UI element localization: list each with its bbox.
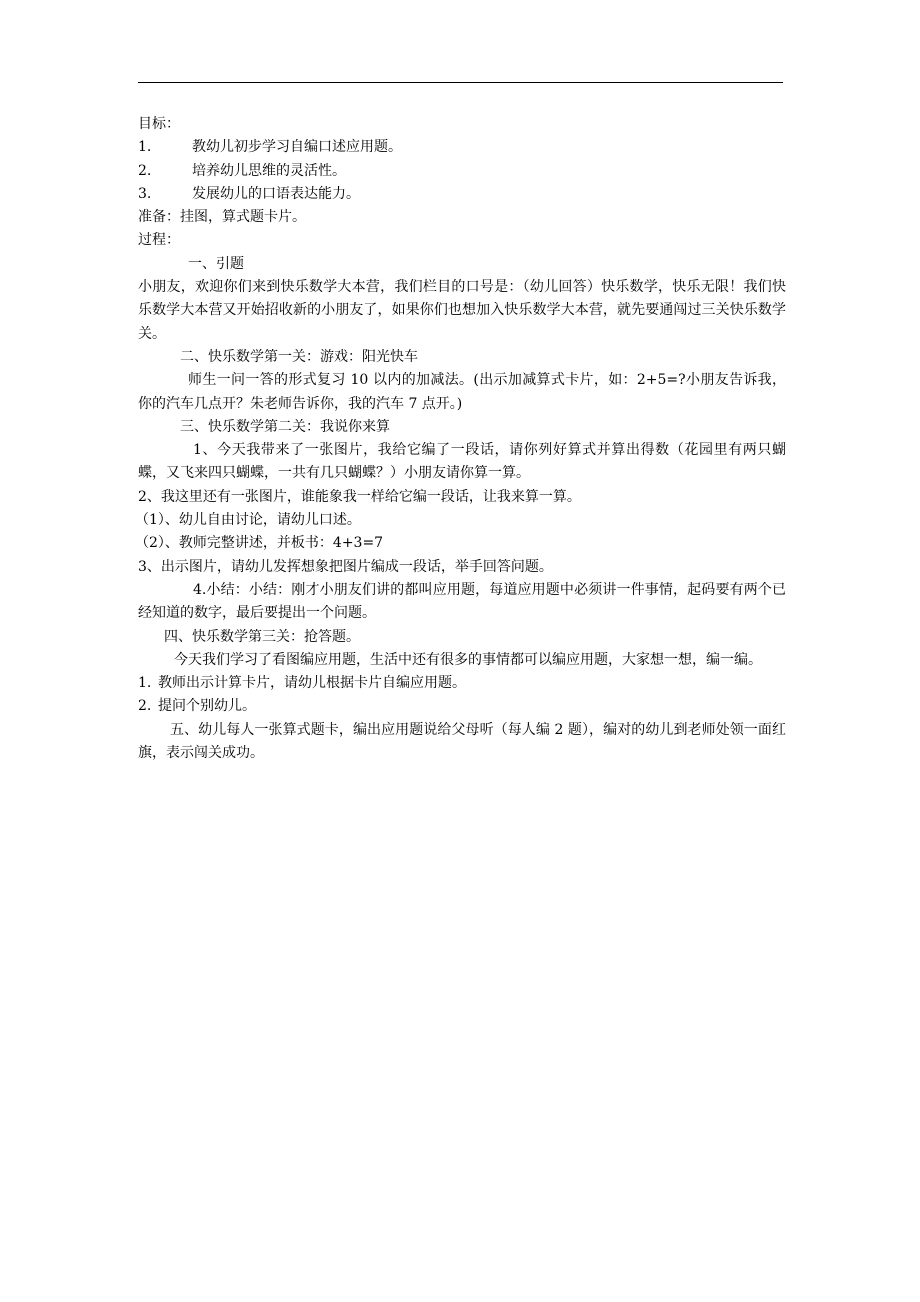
item-number: 2.: [138, 698, 152, 715]
section-3-sub-2: （2）、教师完整讲述，并板书：4+3=7: [135, 535, 384, 552]
goal-item-1: [138, 136, 786, 159]
section-5-paragraph: 五、幼儿每人一张算式题卡，编出应用题说给父母听（每人编 2 题），编对的幼儿到老师处领一面红旗，表示闯关成功。: [138, 721, 786, 762]
goal-text: 发展幼儿的口语表达能力。: [192, 185, 360, 202]
section-4-item-1: [138, 672, 786, 695]
goal-text: 教幼儿初步学习自编口述应用题。: [192, 139, 402, 156]
section-4-paragraph: 今天我们学习了看图编应用题，生活中还有很多的事情都可以编应用题，大家想一想，编一编。: [174, 651, 762, 668]
item-text: 提问个别幼儿。: [158, 698, 256, 715]
goal-number: 1.: [138, 139, 152, 156]
item-text: 教师出示计算卡片，请幼儿根据卡片自编应用题。: [158, 675, 466, 692]
item-number: 1.: [138, 675, 152, 692]
goal-number: 2.: [138, 162, 152, 179]
section-3-item-2: 2、我这里还有一张图片，谁能象我一样给它编一段话，让我来算一算。: [138, 488, 581, 505]
section-3-sub-1: （1）、幼儿自由讨论，请幼儿口述。: [135, 512, 361, 529]
section-4-item-2: [138, 695, 786, 718]
goal-text: 培养幼儿思维的灵活性。: [192, 162, 346, 179]
section-2-title: 二、快乐数学第一关：游戏：阳光快车: [180, 348, 418, 365]
section-3-title: 三、快乐数学第二关：我说你来算: [180, 418, 390, 435]
goal-item-2: [138, 160, 786, 183]
goal-heading: 目标：: [138, 116, 180, 132]
preparation: 准备：挂图，算式题卡片。: [138, 209, 306, 226]
document-body: [135, 113, 786, 765]
goal-number: 3.: [138, 185, 152, 202]
goal-item-3: [138, 183, 786, 206]
section-3-summary: 4.小结：小结：刚才小朋友们讲的都叫应用题，每道应用题中必须讲一件事情，起码要有两个已经知道的数字，最后要提出一个问题。: [138, 581, 786, 622]
process-heading: 过程：: [138, 232, 180, 249]
section-4-title: 四、快乐数学第三关：抢答题。: [164, 628, 360, 645]
section-3-item-1: 1、今天我带来了一张图片，我给它编了一段话，请你列好算式并算出得数（花园里有两只蝴蝶，又飞来四只蝴蝶，一共有几只蝴蝶？）小朋友请你算一算。: [138, 442, 786, 482]
section-2-paragraph: 师生一问一答的形式复习 10 以内的加减法。(出示加减算式卡片，如：2+5=?小朋友告诉我，你的汽车几点开？朱老师告诉你，我的汽车 7 点开。): [138, 372, 786, 412]
section-1-title: 一、引题: [188, 255, 244, 272]
section-3-item-3: 3、出示图片，请幼儿发挥想象把图片编成一段话，举手回答问题。: [138, 558, 553, 575]
section-1-paragraph: 小朋友，欢迎你们来到快乐数学大本营，我们栏目的口号是：（幼儿回答）快乐数学，快乐无限！我们快乐数学大本营又开始招收新的小朋友了，如果你们也想加入快乐数学大本营，就先要通闯过三关快乐数学关。: [138, 279, 786, 342]
header-rule: [138, 82, 783, 83]
